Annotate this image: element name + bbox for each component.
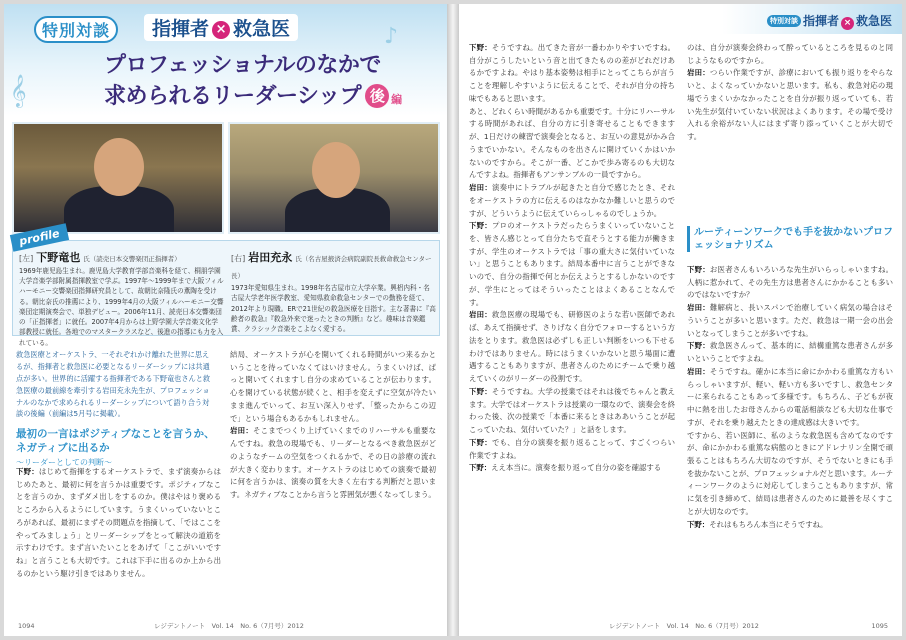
photo-iwata xyxy=(228,122,440,234)
dialogue-para: 下野：お医者さんもいろいろな先生がいらっしゃいますね。人柄に惹かれて、その先生方は患者さんにかかることも多いのではないですか？ xyxy=(687,265,893,300)
dialogue-para: 下野：救急医さんって、基本的に、結構重篤な患者さんが多いということですよね。 xyxy=(687,341,893,364)
dialogue-para: 下野：それはもちろん本当にそうですね。 xyxy=(687,519,828,529)
dialogue-para: 下野：プロのオーケストラだったらうまくいっていないことを、皆さん感じとって自分たちで直そうとする能力が働きますが、学生のオーケストラでは「事の重大さに気付いていない」と思うこともあります。結局本番中に言うことができないので、自分の指揮で何とか伝えようとするしかないのですが、学生にとってはそういったことはよくあることなんです。 xyxy=(469,221,675,307)
section-subheading: 〜リーダーとしての判断〜 xyxy=(16,458,112,468)
bio-iwata: 1973年愛知県生まれ。1998年名古屋市立大学卒業。興梠内科・名古屋大学老年医学教室、愛知県救命救急センターでの勤務を経て、2012年より現職。ERで21世紀の救急医療を目指す。主な著書に『高齢者の救急』『救急外来で迷ったときの判断』など。趣味は音楽鑑賞、クラシック音楽をこよなく愛する。 xyxy=(231,284,436,333)
dialogue-para: 岩田：つらい作業ですが、診療においても振り返りをやらないと、よくなっていかないと思います。私も、救急対応の現場でうまくいかなかったことを自分が振り返っていても、若い先生が気付いていない状況はよくあります。その場で受け入れる余裕がない人にはまず寄り添っていくことが大切です。 xyxy=(687,68,893,142)
profile-box xyxy=(12,226,440,347)
part-suffix: 編 xyxy=(391,93,402,106)
treble-clef-icon: 𝄞 xyxy=(10,74,27,107)
dialogue-para: 岩田：難解病と、長いスパンで治療していく病気の場合はそういうことが多いと思います。ただ、救急は一期一会の出会いとなってしまうことが多いですね。 xyxy=(687,303,893,338)
name-iwata: 岩田充永 xyxy=(248,251,293,264)
dialogue-para: ですから、若い医師に、私のような救急医も含めてなのですが、命にかかわる重篤な病態のときにアドレナリン全開で頑張ることはもちろん大切なのですが、そうでないときにも手を抜かないことが、プロフェッショナルだと思います。ルーティーンワークのように対応してしまうこともありますが、常に気を引き締めて、結局は患者さんのために最善を尽くすことが大切なのです。 xyxy=(687,430,893,516)
photo-shimono xyxy=(12,122,224,234)
dialogue-para: あと、どれくらい時間があるかも重要です。十分にリハーサルする時間があれば、自分の方に引き寄せることもできますが、1日だけの練習で演奏会となると、お互いの意見がかみ合うまでいかない。そんなものを出さんに開けていくかはいかないのですから。そこが一番、どこかで歩み寄るのも大切なんですよね。指揮者もアンサンブルの一員ですから。 xyxy=(469,106,675,180)
dialogue-para: 下野：でも、自分の演奏を振り返ることって、すごくつらい作業ですよね。 xyxy=(469,437,675,460)
theme-conductor: 指揮者 xyxy=(152,18,210,40)
article-title-line2: 求められるリーダーシップ 後 編 xyxy=(104,83,402,109)
profile-iwata: [右] 岩田充永 氏（名古屋掖済会病院副院長救命救急センター長） 1973年愛知県生まれ。1998年名古屋市立大学卒業。興梠内科・名古屋大学老年医学教室、愛知県救命救急センターでの勤務を経て、2012年より現職。ERで21世紀の救急医療を目指す。主な著書に『高齢者の救急』『救急外来で迷ったときの判断』など。趣味は音楽鑑賞、クラシック音楽をこよなく愛する。 xyxy=(231,251,436,333)
journal-footer-right: レジデントノート Vol. 14 No. 6（7月号）2012 xyxy=(609,622,759,630)
cross-icon: × xyxy=(212,21,230,39)
cross-icon: × xyxy=(841,17,854,30)
dialogue-para: 下野：はじめて指揮をするオーケストラで、まず演奏からはじめたあと、最初に何を言うかは重要です。ポジティブなことを言うのか、まずダメ出しをするのか。僕はやはり褒めるところから入るようにしています。うまくいっていないところがあれば、最初にまずその問題点を指摘して、「ではここをやってみましょう」とリーダーシップをとって解決の道筋を示すわけです。まず言いたいことをあげて「ここがいいですね」と言うことも大切です。これは下手に出るのか上から出るのかという駆け引きではありません。 xyxy=(16,467,221,578)
lead-paragraph: 救急医療とオーケストラ、一それぞれかけ離れた世界に思えるが、指揮者と救急医に必要となるリーダーシップには共通点が多い。世界的に活躍する指揮者である下野竜也さんと救急医療の最前線を牽引する岩田充永先生が、プロフェッショナルのなかで求められるリーダーシップについて語り合う対談の後編（前編は5月号に掲載）。 xyxy=(16,350,211,419)
article-header xyxy=(4,4,447,116)
dialogue-para: 岩田：救急医療の現場でも、研修医のような若い医師であれば、あえて指摘せず、さりげなく自分でフォローするという方法をとります。救急医は必ずしも正しい判断をいつも下せるわけではありません。時にはうまくいかないと思う場面に遭遇することもありますが、患者さんのためにチームで乗り越えていくのがリーダーの役割です。 xyxy=(469,310,675,384)
dialogue-para: 岩田：演奏中にトラブルが起きたと自分で感じたとき、それをオーケストラの方に伝えるのはなかなか難しいと思うのですが、どういうように伝えていらっしゃるのでしょうか。 xyxy=(469,183,675,218)
profile-shimono: [左] 下野竜也 氏（読売日本交響楽団正指揮者） 1969年鹿児島生まれ。鹿児島大学教育学部音楽科を経て、桐朋学園大学音楽学部附属指揮教室で学ぶ。1997年〜1999年まで大阪フィルハーモニー交響楽団指揮研究員として、故朝比奈隆氏の薫陶を受ける。朝比奈氏の推薦により、1999年4月の大阪フィルハーモニー交響楽団定期演奏会で、単独デビュー。2006年11月、読売日本交響楽団の「正指揮者」に就任。2007年4月からは上野学園大学音楽文化学部教授に就任。各地でのマスタークラスなど、後進の指導にも力を入れている。 xyxy=(19,251,224,347)
dialogue-para: 下野：ええ本当に。演奏を振り返って自分の姿を確認する xyxy=(469,463,662,473)
music-note-icon: ♪ xyxy=(384,24,399,49)
right-column-2-top xyxy=(687,42,893,242)
series-tag: 特別対談 xyxy=(34,16,118,43)
page-number-left: 1094 xyxy=(18,622,35,630)
left-page xyxy=(4,4,447,636)
theme-emergency-doctor: 救急医 xyxy=(233,18,291,40)
dialogue-para: 下野：そうですね。大学の授業ではそれは後でちゃんと教えます。大学ではオーケストラは授業の一環なので、演奏会を終わった後、次の授業で「本番に来るときはああいうことが起こっていたね、気付いていた？」と話をします。 xyxy=(469,386,675,435)
dialogue-para: のは、自分が演奏会終わって酔っているところを見るのと同じようなものですから。 xyxy=(687,43,893,65)
left-column-1 xyxy=(16,466,221,614)
left-column-2 xyxy=(230,349,436,614)
right-page xyxy=(459,4,902,636)
page-number-right: 1095 xyxy=(871,622,888,630)
right-header xyxy=(722,4,902,34)
section-heading-left: 最初の一言はポジティブなことを言うか、ネガティブに出るか 〜リーダーとしての判断〜 xyxy=(16,428,221,468)
running-head: 特別対談 指揮者 × 救急医 xyxy=(767,12,892,30)
gutter xyxy=(447,4,459,636)
bio-shimono: 1969年鹿児島生まれ。鹿児島大学教育学部音楽科を経て、桐朋学園大学音楽学部附属指揮教室で学ぶ。1997年〜1999年まで大阪フィルハーモニー交響楽団指揮研究員として、故朝比奈隆氏の薫陶を受ける。朝比奈氏の推薦により、1999年4月の大阪フィルハーモニー交響楽団定期演奏会で、単独デビュー。2006年11月、読売日本交響楽団の「正指揮者」に就任。2007年4月からは上野学園大学音楽文化学部教授に就任。各地でのマスタークラスなど、後進の指導にも力を入れている。 xyxy=(19,267,224,347)
part-badge: 後 xyxy=(365,84,389,108)
name-shimono: 下野竜也 xyxy=(36,251,81,264)
article-title-line1: プロフェッショナルのなかで xyxy=(104,52,381,78)
dialogue-para: 岩田：そこまでつくり上げていくまでのリハーサルも重要なんですね。救急の現場でも、リーダーとなるべき救急医がどのようなチームの空気をつくれるかで、その日の診療の流れが大きく変わります。オーケストラのはじめての演奏で最初に何を言うかは、演奏の質を大きく左右する判断だと思います。ネガティブなことから言うと雰囲気が悪くなってしまう。 xyxy=(230,426,436,500)
section-heading-right: ルーティーンワークでも手を抜かないプロフェッショナリズム xyxy=(687,226,893,252)
right-column-2-bottom xyxy=(687,264,893,614)
dialogue-para: 結局、オーケストラが心を開いてくれる時間がいつ来るかということを待っていなくてはいけません。うまくいけば、ぱっと開いてくれますし自分の求めていることが伝わります。心を開けている状態が続くと、相手を変えずに空気が冷たいまま進んでいって、お互い深入りせず、「整ったからこの辺で」という場合もあるかもしれません。 xyxy=(230,350,436,423)
dialogue-para: 下野：そうですね。出てきた音が一番わかりやすいですね。自分がこうしたいという音と出てきたものの差がどれだけあるかですよね。やはり基本姿勢は相手にとってこちらが言うことを理解しやすいように伝えることで、それが自分の持ち味でもあると思います。 xyxy=(469,43,675,103)
journal-footer-left: レジデントノート Vol. 14 No. 6（7月号）2012 xyxy=(154,622,304,630)
profile-tab: profile xyxy=(10,223,69,251)
dialogue-para: 岩田：そうですね。確かに本当に命にかかわる重篤な方もいらっしゃいますが、軽い、軽い方も多いですし、救急センターに来られることもあって多様です。もちろん、子どもが夜中に熱を出したお母さんからの電話相談なども大切な仕事ですが、それを乗り越えたときの達成感は大きいです。 xyxy=(687,366,893,427)
right-column-1 xyxy=(469,42,675,614)
theme-badge xyxy=(144,14,298,41)
